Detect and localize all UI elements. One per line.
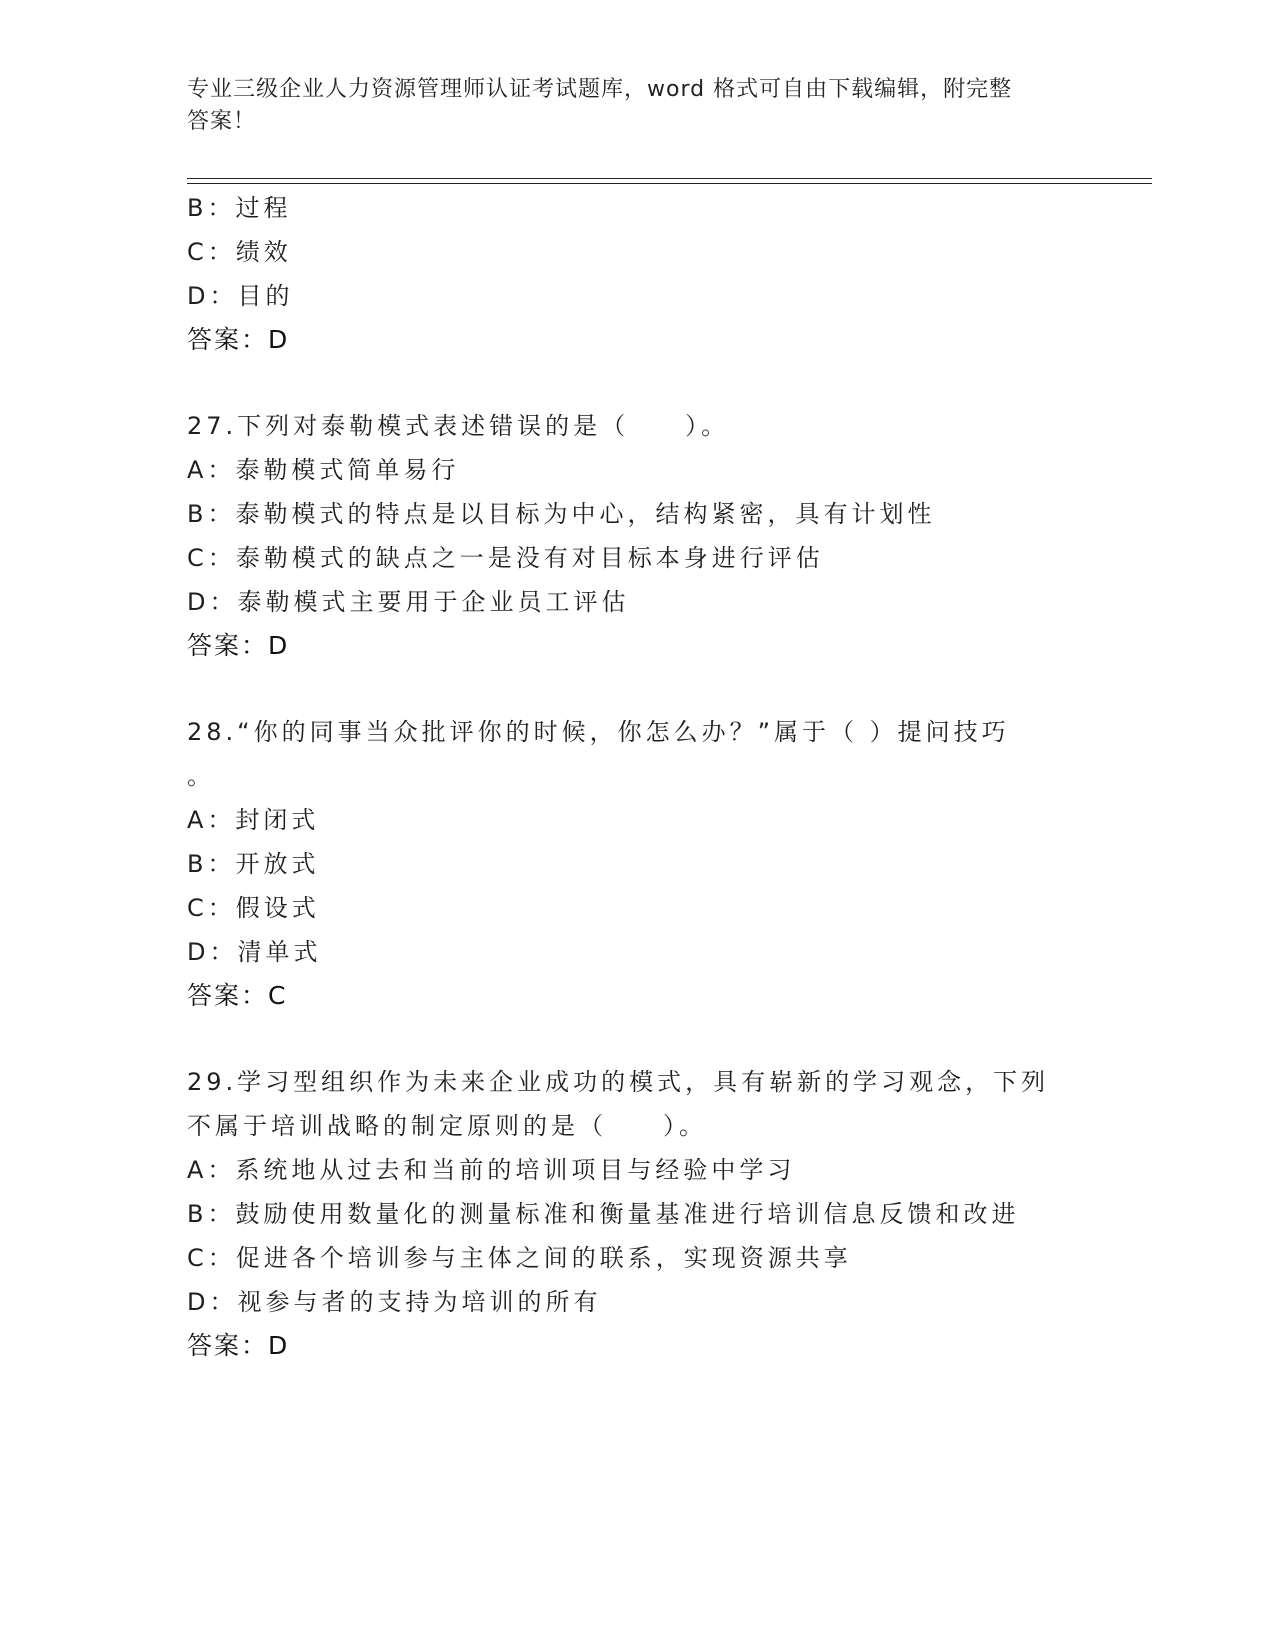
q28-option-d: D：清单式 xyxy=(187,938,322,966)
q29-stem-line-1: 29.学习型组织作为未来企业成功的模式，具有崭新的学习观念，下列 xyxy=(187,1068,1050,1096)
page-header xyxy=(187,74,1067,138)
q26-option-c: C：绩效 xyxy=(187,238,292,266)
q26-option-d: D：目的 xyxy=(187,282,294,310)
q28-option-c: C：假设式 xyxy=(187,894,320,922)
q27-stem: 27.下列对泰勒模式表述错误的是（ ）。 xyxy=(187,412,730,440)
q27-option-c: C：泰勒模式的缺点之一是没有对目标本身进行评估 xyxy=(187,544,824,572)
header-line-2: 答案！ xyxy=(187,109,257,134)
header-line-1: 专业三级企业人力资源管理师认证考试题库，word 格式可自由下载编辑，附完整 xyxy=(187,77,1013,102)
q27-option-a: A：泰勒模式简单易行 xyxy=(187,456,460,484)
q29-option-d: D：视参与者的支持为培训的所有 xyxy=(187,1288,602,1316)
q26-answer: 答案：D xyxy=(187,325,290,354)
q29-option-b: B：鼓励使用数量化的测量标准和衡量基准进行培训信息反馈和改进 xyxy=(187,1200,1020,1228)
q29-option-c: C：促进各个培训参与主体之间的联系，实现资源共享 xyxy=(187,1244,852,1272)
q28-option-a: A：封闭式 xyxy=(187,806,320,834)
q28-stem-line-2: 。 xyxy=(187,762,215,790)
q29-stem-line-2: 不属于培训战略的制定原则的是（ ）。 xyxy=(187,1112,707,1140)
q28-answer: 答案：C xyxy=(187,981,288,1010)
header-divider-bottom xyxy=(187,183,1152,184)
q27-answer: 答案：D xyxy=(187,631,290,660)
q29-answer: 答案：D xyxy=(187,1331,290,1360)
q28-stem-line-1: 28.“你的同事当众批评你的时候，你怎么办？”属于（ ）提问技巧 xyxy=(187,718,1010,746)
q26-option-b: B：过程 xyxy=(187,194,292,222)
q27-option-d: D：泰勒模式主要用于企业员工评估 xyxy=(187,588,630,616)
q27-option-b: B：泰勒模式的特点是以目标为中心，结构紧密，具有计划性 xyxy=(187,500,936,528)
q29-option-a: A：系统地从过去和当前的培训项目与经验中学习 xyxy=(187,1156,796,1184)
header-divider-top xyxy=(187,178,1152,179)
q28-option-b: B：开放式 xyxy=(187,850,320,878)
